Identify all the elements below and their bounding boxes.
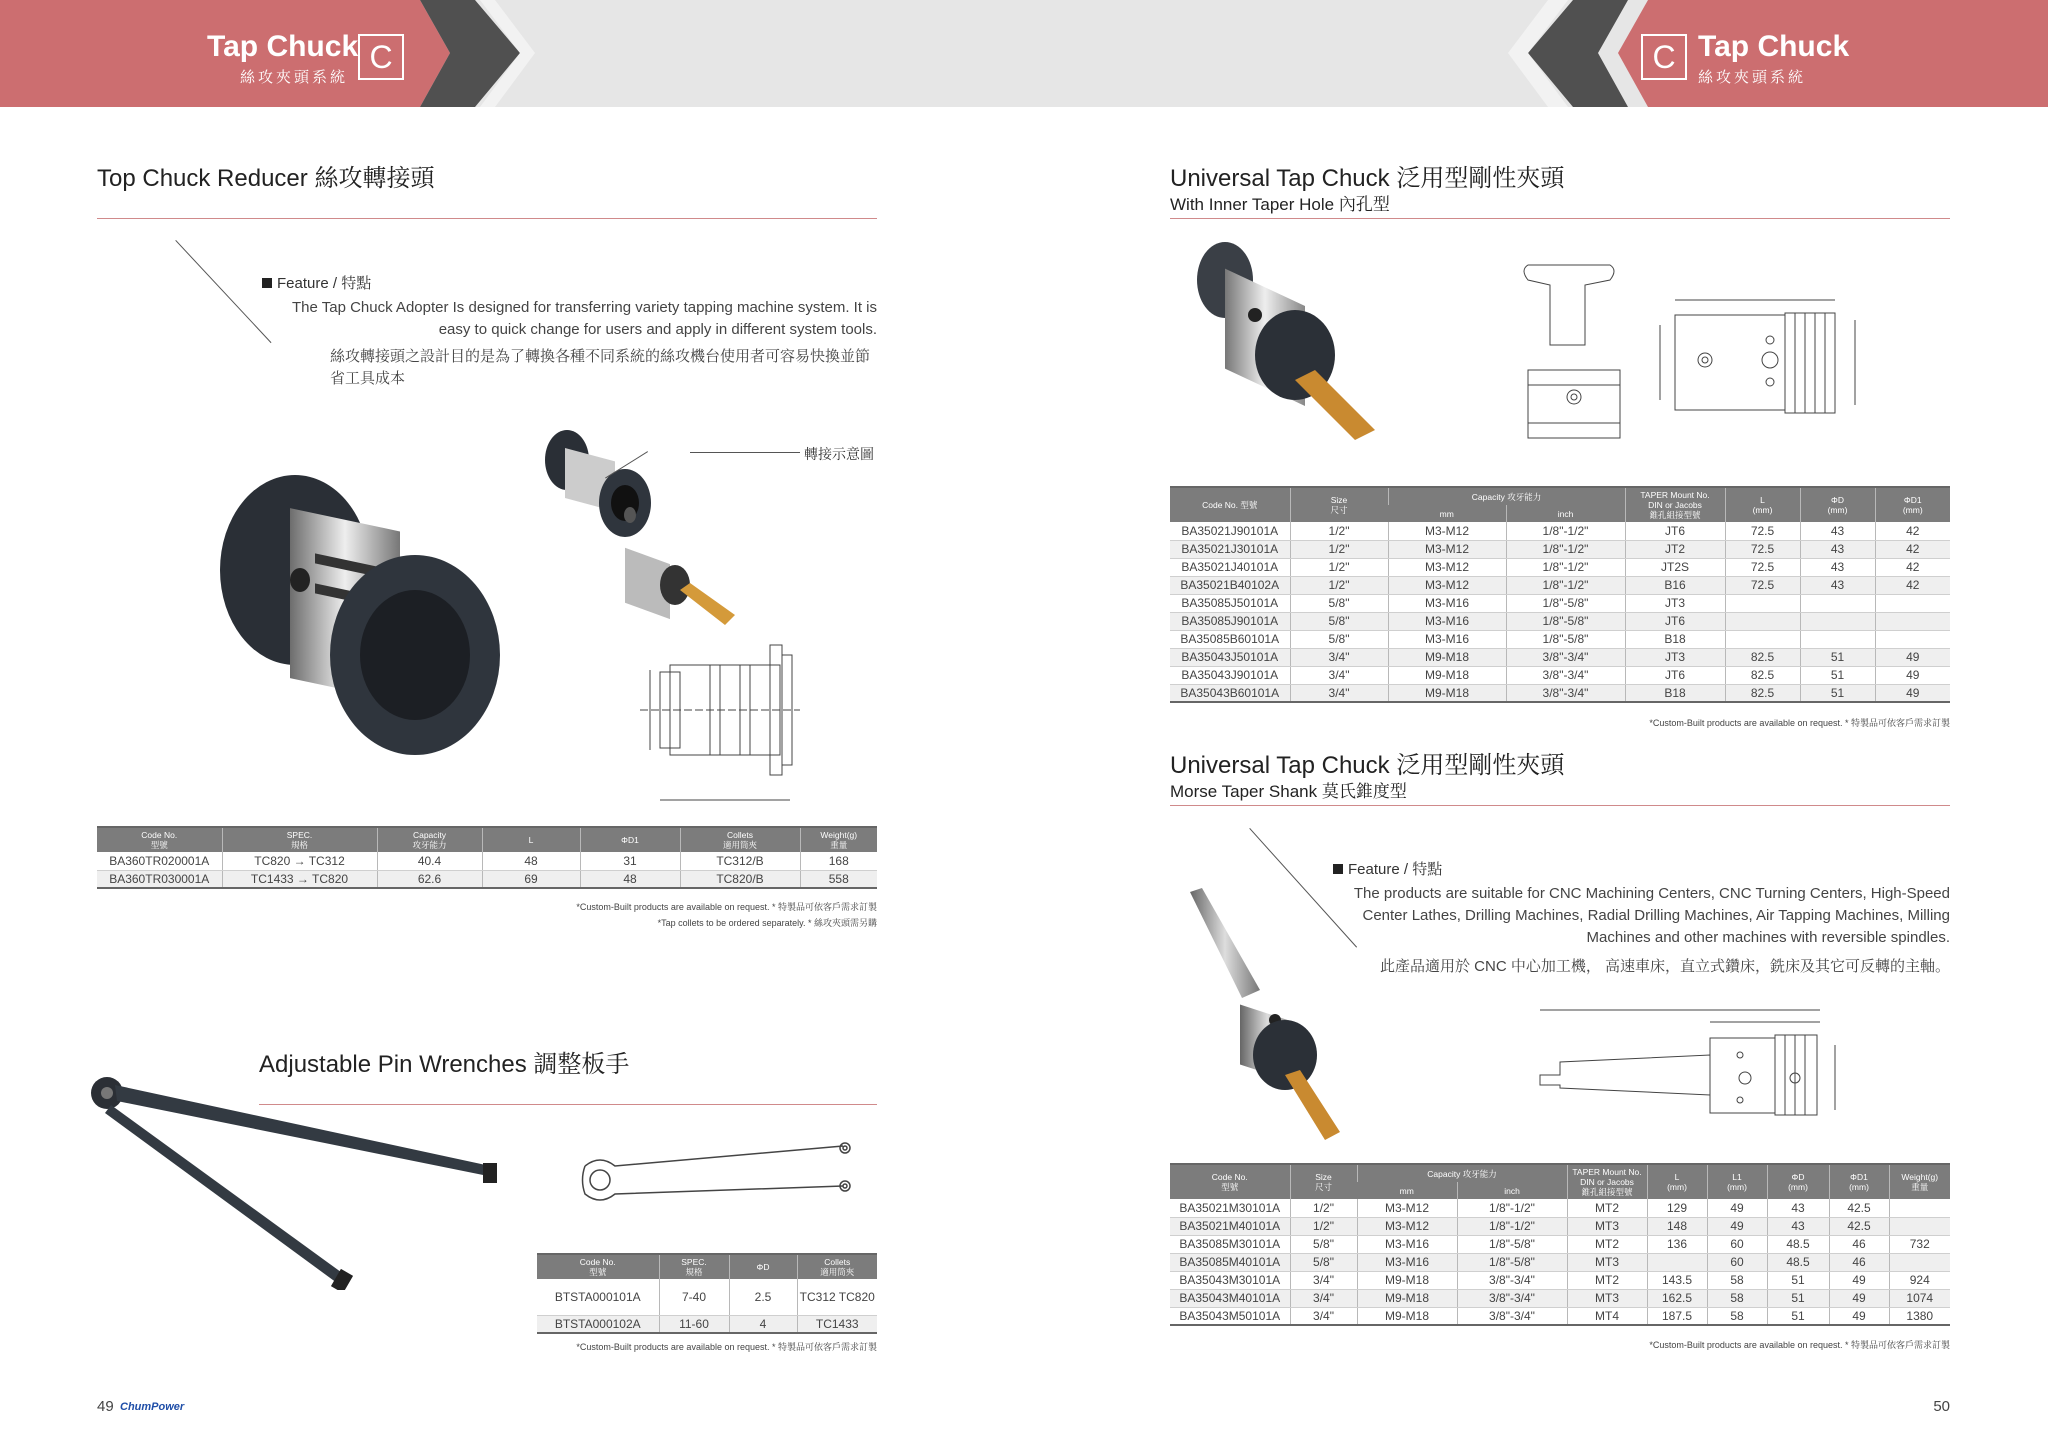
universal2-table xyxy=(1170,1163,1950,1326)
table-cell: BA35043M40101A xyxy=(1170,1289,1290,1307)
table-cell: 136 xyxy=(1647,1235,1707,1253)
universal2-subtitle: Morse Taper Shank 莫氏錐度型 xyxy=(1170,782,1407,801)
table-cell: 5/8" xyxy=(1290,1235,1357,1253)
table-cell: 1/8"-5/8" xyxy=(1506,630,1625,648)
reducer-table xyxy=(97,826,877,889)
table-cell: 7-40 xyxy=(659,1279,729,1315)
reducer-th-d1: ΦD1 xyxy=(580,827,680,852)
table-cell: 43 xyxy=(1767,1217,1829,1235)
table-cell: 1/2" xyxy=(1290,1217,1357,1235)
reducer-feature-zh: 絲攻轉接頭之設計目的是為了轉換各種不同系統的絲攻機台使用者可容易快換並節省工具成本 xyxy=(330,348,871,387)
u2-th-mm: mm xyxy=(1357,1182,1457,1199)
table-cell: JT6 xyxy=(1625,666,1725,684)
table-cell: 51 xyxy=(1767,1307,1829,1325)
table-row xyxy=(537,1279,877,1315)
table-cell: M3-M12 xyxy=(1388,522,1506,540)
table-cell: M3-M16 xyxy=(1388,630,1506,648)
table-cell xyxy=(1725,630,1800,648)
u2-th-d: ΦD (mm) xyxy=(1767,1164,1829,1199)
table-cell: BA360TR030001A xyxy=(97,870,222,888)
u2-th-capacity: Capacity 攻牙能力 xyxy=(1357,1164,1567,1182)
table-cell: 1/8"-1/2" xyxy=(1506,576,1625,594)
table-cell: BA35085M30101A xyxy=(1170,1235,1290,1253)
table-cell: BTSTA000102A xyxy=(537,1315,659,1333)
table-cell: BA35021J90101A xyxy=(1170,522,1290,540)
table-cell: 72.5 xyxy=(1725,522,1800,540)
table-cell: M3-M12 xyxy=(1388,540,1506,558)
table-row xyxy=(1170,1235,1950,1253)
table-cell: 51 xyxy=(1800,684,1875,702)
table-cell: 82.5 xyxy=(1725,648,1800,666)
table-cell: 62.6 xyxy=(377,870,482,888)
table-row xyxy=(1170,648,1950,666)
u2-th-d1: ΦD1 (mm) xyxy=(1829,1164,1889,1199)
table-cell: 3/8"-3/4" xyxy=(1457,1271,1567,1289)
table-cell: BA35021M30101A xyxy=(1170,1199,1290,1217)
reducer-title: Top Chuck Reducer 絲攻轉接頭 xyxy=(97,165,435,192)
table-row xyxy=(1170,576,1950,594)
wrench-note: *Custom-Built products are available on request. * 特製品可依客戶需求訂製 xyxy=(576,1342,877,1352)
u1-th-taper: TAPER Mount No. DIN or Jacobs 錐孔組接型號 xyxy=(1625,487,1725,522)
universal1-subtitle: With Inner Taper Hole 內孔型 xyxy=(1170,195,1390,214)
table-cell: 42.5 xyxy=(1829,1217,1889,1235)
table-cell: 168 xyxy=(800,852,877,870)
table-cell: MT2 xyxy=(1567,1199,1647,1217)
table-cell xyxy=(1647,1253,1707,1271)
table-cell: 732 xyxy=(1889,1235,1950,1253)
wrench-title: Adjustable Pin Wrenches 調整板手 xyxy=(259,1051,630,1078)
table-cell: 43 xyxy=(1800,522,1875,540)
u2-th-inch: inch xyxy=(1457,1182,1567,1199)
table-cell: 46 xyxy=(1829,1235,1889,1253)
table-cell: 42.5 xyxy=(1829,1199,1889,1217)
table-cell: BTSTA000101A xyxy=(537,1279,659,1315)
table-cell: 3/4" xyxy=(1290,666,1388,684)
brand-logo: ChumPower xyxy=(120,1401,185,1413)
table-cell: B16 xyxy=(1625,576,1725,594)
table-row xyxy=(1170,594,1950,612)
table-cell xyxy=(1725,594,1800,612)
taper-adapter-drawing xyxy=(1520,255,1640,445)
table-cell: 1/8"-1/2" xyxy=(1457,1217,1567,1235)
reducer-th-weight: Weight(g) 重量 xyxy=(800,827,877,852)
table-cell: M3-M16 xyxy=(1357,1235,1457,1253)
table-cell: TC820 → TC312 xyxy=(222,852,377,870)
table-row xyxy=(1170,1271,1950,1289)
table-cell: JT3 xyxy=(1625,594,1725,612)
reducer-feature-label: Feature / 特點 xyxy=(262,272,371,293)
universal2-note: *Custom-Built products are available on request. * 特製品可依客戶需求訂製 xyxy=(1649,1340,1950,1350)
table-cell: 43 xyxy=(1800,540,1875,558)
table-cell: M3-M12 xyxy=(1357,1199,1457,1217)
universal1-product-image xyxy=(1185,240,1415,450)
universal2-feature-zh: 此產品適用於 CNC 中心加工機， 高速車床，直立式鑽床，銑床及其它可反轉的主軸。 xyxy=(1379,958,1950,975)
table-cell xyxy=(1889,1217,1950,1235)
table-cell: 1074 xyxy=(1889,1289,1950,1307)
table-cell: 1/8"-5/8" xyxy=(1506,612,1625,630)
table-cell: 72.5 xyxy=(1725,576,1800,594)
table-cell: 143.5 xyxy=(1647,1271,1707,1289)
table-cell: BA35085J90101A xyxy=(1170,612,1290,630)
table-cell: MT4 xyxy=(1567,1307,1647,1325)
table-cell: 58 xyxy=(1707,1289,1767,1307)
table-cell: 49 xyxy=(1829,1307,1889,1325)
table-cell: M9-M18 xyxy=(1388,666,1506,684)
table-cell: JT6 xyxy=(1625,612,1725,630)
right-page-number: 50 xyxy=(1933,1398,1950,1415)
table-cell: 43 xyxy=(1767,1199,1829,1217)
table-cell: 42 xyxy=(1875,558,1950,576)
table-cell: M3-M16 xyxy=(1357,1253,1457,1271)
table-cell: 162.5 xyxy=(1647,1289,1707,1307)
header-right-title: Tap Chuck xyxy=(1698,30,1850,63)
table-cell: 2.5 xyxy=(729,1279,797,1315)
table-cell: M3-M12 xyxy=(1388,576,1506,594)
table-cell: 3/4" xyxy=(1290,684,1388,702)
table-row xyxy=(1170,1289,1950,1307)
table-cell: 11-60 xyxy=(659,1315,729,1333)
table-cell: 3/4" xyxy=(1290,1289,1357,1307)
table-cell: BA35043J90101A xyxy=(1170,666,1290,684)
table-cell xyxy=(1800,630,1875,648)
table-cell: 1/2" xyxy=(1290,540,1388,558)
u2-th-size: Size 尺寸 xyxy=(1290,1164,1357,1199)
universal1-title: Universal Tap Chuck 泛用型剛性夾頭 xyxy=(1170,165,1565,192)
table-cell: 1/8"-5/8" xyxy=(1457,1253,1567,1271)
table-row xyxy=(1170,1199,1950,1217)
table-cell: M9-M18 xyxy=(1357,1289,1457,1307)
wrench-product-image xyxy=(85,1075,505,1290)
header-left-title: Tap Chuck xyxy=(207,30,359,63)
table-cell: 60 xyxy=(1707,1253,1767,1271)
reducer-note-custom: *Custom-Built products are available on request. * 特製品可依客戶需求訂製 xyxy=(576,902,877,912)
universal2-technical-drawing xyxy=(1530,1000,1850,1120)
universal2-product-image xyxy=(1180,880,1410,1150)
table-cell: 4 xyxy=(729,1315,797,1333)
table-row xyxy=(97,870,877,888)
table-cell: 49 xyxy=(1829,1289,1889,1307)
table-cell: 1/8"-1/2" xyxy=(1506,558,1625,576)
table-cell: 3/4" xyxy=(1290,648,1388,666)
table-cell xyxy=(1875,612,1950,630)
table-cell: 51 xyxy=(1767,1271,1829,1289)
table-cell: 58 xyxy=(1707,1271,1767,1289)
table-cell: 3/8"-3/4" xyxy=(1457,1307,1567,1325)
reducer-diagram-caption: 轉接示意圖 xyxy=(804,446,874,462)
u1-th-capacity: Capacity 攻牙能力 xyxy=(1388,487,1625,505)
header-left-letter: C xyxy=(358,34,404,80)
table-cell: 1/8"-1/2" xyxy=(1506,540,1625,558)
table-cell: 1/8"-5/8" xyxy=(1506,594,1625,612)
table-cell: 3/8"-3/4" xyxy=(1457,1289,1567,1307)
table-cell: 82.5 xyxy=(1725,684,1800,702)
table-row xyxy=(1170,630,1950,648)
universal2-title: Universal Tap Chuck 泛用型剛性夾頭 xyxy=(1170,752,1565,779)
table-cell: JT2 xyxy=(1625,540,1725,558)
table-row xyxy=(1170,1307,1950,1325)
table-cell: M9-M18 xyxy=(1357,1271,1457,1289)
table-cell: BA35043M50101A xyxy=(1170,1307,1290,1325)
table-cell: BA360TR020001A xyxy=(97,852,222,870)
wrench-th-code: Code No. 型號 xyxy=(537,1254,659,1279)
table-cell: M3-M16 xyxy=(1388,594,1506,612)
table-cell: 129 xyxy=(1647,1199,1707,1217)
table-cell: 1/2" xyxy=(1290,558,1388,576)
table-cell: JT6 xyxy=(1625,522,1725,540)
wrench-technical-drawing xyxy=(575,1128,865,1218)
wrench-table xyxy=(537,1253,877,1334)
caption-leader-h xyxy=(690,452,800,453)
table-cell: 72.5 xyxy=(1725,540,1800,558)
table-cell: M3-M16 xyxy=(1388,612,1506,630)
table-cell: 48 xyxy=(580,870,680,888)
table-cell: BA35043B60101A xyxy=(1170,684,1290,702)
table-cell: 924 xyxy=(1889,1271,1950,1289)
table-cell: 3/8"-3/4" xyxy=(1506,648,1625,666)
table-cell: 1/2" xyxy=(1290,576,1388,594)
wrench-th-d: ΦD xyxy=(729,1254,797,1279)
wrench-th-collets: Collets 適用筒夾 xyxy=(797,1254,877,1279)
table-cell xyxy=(1725,612,1800,630)
table-cell: M3-M12 xyxy=(1388,558,1506,576)
u1-th-code: Code No. 型號 xyxy=(1170,487,1290,522)
table-cell: BA35043J50101A xyxy=(1170,648,1290,666)
table-row xyxy=(1170,558,1950,576)
table-cell: 3/4" xyxy=(1290,1271,1357,1289)
table-cell: 51 xyxy=(1800,666,1875,684)
top-banner xyxy=(0,0,2048,107)
table-cell: 5/8" xyxy=(1290,612,1388,630)
u1-th-mm: mm xyxy=(1388,505,1506,522)
table-cell: 42 xyxy=(1875,540,1950,558)
table-cell: 48.5 xyxy=(1767,1235,1829,1253)
table-row xyxy=(1170,540,1950,558)
table-cell: 148 xyxy=(1647,1217,1707,1235)
u1-th-l: L (mm) xyxy=(1725,487,1800,522)
table-row xyxy=(537,1315,877,1333)
reducer-technical-drawing xyxy=(620,640,820,815)
reducer-feature-divider xyxy=(175,240,271,343)
table-cell: MT3 xyxy=(1567,1289,1647,1307)
table-cell: 5/8" xyxy=(1290,630,1388,648)
table-cell: TC1433 → TC820 xyxy=(222,870,377,888)
u2-th-code: Code No. 型號 xyxy=(1170,1164,1290,1199)
universal1-note: *Custom-Built products are available on request. * 特製品可依客戶需求訂製 xyxy=(1649,718,1950,728)
table-cell: 82.5 xyxy=(1725,666,1800,684)
table-cell: 3/8"-3/4" xyxy=(1506,684,1625,702)
table-cell: BA35021M40101A xyxy=(1170,1217,1290,1235)
header-right-letter: C xyxy=(1641,34,1687,80)
table-cell: 49 xyxy=(1829,1271,1889,1289)
table-cell: 3/4" xyxy=(1290,1307,1357,1325)
table-cell: 48 xyxy=(482,852,580,870)
table-cell: MT3 xyxy=(1567,1253,1647,1271)
table-cell: 187.5 xyxy=(1647,1307,1707,1325)
table-row xyxy=(1170,684,1950,702)
u1-th-inch: inch xyxy=(1506,505,1625,522)
table-cell xyxy=(1875,630,1950,648)
reducer-rule xyxy=(97,218,877,219)
table-cell: M9-M18 xyxy=(1388,648,1506,666)
universal2-rule xyxy=(1170,805,1950,806)
table-cell: MT2 xyxy=(1567,1271,1647,1289)
table-cell: 3/8"-3/4" xyxy=(1506,666,1625,684)
u2-th-weight: Weight(g) 重量 xyxy=(1889,1164,1950,1199)
table-cell: 5/8" xyxy=(1290,1253,1357,1271)
table-row xyxy=(1170,612,1950,630)
table-cell: 48.5 xyxy=(1767,1253,1829,1271)
u2-th-taper: TAPER Mount No. DIN or Jacobs 錐孔組接型號 xyxy=(1567,1164,1647,1199)
table-cell: 49 xyxy=(1875,666,1950,684)
reducer-product-image xyxy=(205,430,505,760)
table-cell: BA35085J50101A xyxy=(1170,594,1290,612)
reducer-exploded-image xyxy=(535,415,745,635)
reducer-th-spec: SPEC. 規格 xyxy=(222,827,377,852)
u1-th-d1: ΦD1 (mm) xyxy=(1875,487,1950,522)
table-cell: BA35085B60101A xyxy=(1170,630,1290,648)
reducer-th-code: Code No. 型號 xyxy=(97,827,222,852)
table-cell: 51 xyxy=(1800,648,1875,666)
table-cell: MT3 xyxy=(1567,1217,1647,1235)
u1-th-size: Size 尺寸 xyxy=(1290,487,1388,522)
table-cell: 49 xyxy=(1875,648,1950,666)
table-cell: 69 xyxy=(482,870,580,888)
table-cell: 42 xyxy=(1875,576,1950,594)
table-cell: 46 xyxy=(1829,1253,1889,1271)
table-row xyxy=(1170,1253,1950,1271)
table-cell: BA35043M30101A xyxy=(1170,1271,1290,1289)
table-cell: BA35021B40102A xyxy=(1170,576,1290,594)
table-cell xyxy=(1800,612,1875,630)
table-cell: 60 xyxy=(1707,1235,1767,1253)
table-cell: 1/2" xyxy=(1290,1199,1357,1217)
table-cell xyxy=(1800,594,1875,612)
table-cell: 42 xyxy=(1875,522,1950,540)
reducer-th-collets: Collets 適用筒夾 xyxy=(680,827,800,852)
table-cell: M9-M18 xyxy=(1357,1307,1457,1325)
table-cell: MT2 xyxy=(1567,1235,1647,1253)
table-cell: TC820/B xyxy=(680,870,800,888)
table-cell: 51 xyxy=(1767,1289,1829,1307)
table-cell: 1/2" xyxy=(1290,522,1388,540)
left-page-number: 49 xyxy=(97,1398,114,1415)
table-row xyxy=(1170,666,1950,684)
table-cell: B18 xyxy=(1625,684,1725,702)
wrench-th-spec: SPEC. 規格 xyxy=(659,1254,729,1279)
table-cell: TC1433 xyxy=(797,1315,877,1333)
reducer-note-collets: *Tap collets to be ordered separately. * 絲攻夾頭需另購 xyxy=(657,918,877,928)
table-cell: 72.5 xyxy=(1725,558,1800,576)
universal1-technical-drawing xyxy=(1650,285,1860,425)
table-cell: M9-M18 xyxy=(1388,684,1506,702)
table-cell: 558 xyxy=(800,870,877,888)
universal2-feature-label: Feature / 特點 xyxy=(1333,858,1442,879)
table-cell: BA35085M40101A xyxy=(1170,1253,1290,1271)
reducer-th-l: L xyxy=(482,827,580,852)
table-cell: 49 xyxy=(1707,1217,1767,1235)
table-cell: BA35021J30101A xyxy=(1170,540,1290,558)
table-row xyxy=(1170,522,1950,540)
reducer-th-capacity: Capacity 攻牙能力 xyxy=(377,827,482,852)
table-cell: TC312 TC820 xyxy=(797,1279,877,1315)
table-cell xyxy=(1889,1253,1950,1271)
u1-th-d: ΦD (mm) xyxy=(1800,487,1875,522)
table-cell: B18 xyxy=(1625,630,1725,648)
table-row xyxy=(1170,1217,1950,1235)
table-cell: 1380 xyxy=(1889,1307,1950,1325)
table-cell: 5/8" xyxy=(1290,594,1388,612)
header-left-subtitle: 絲攻夾頭系統 xyxy=(240,69,349,86)
header-right-subtitle: 絲攻夾頭系統 xyxy=(1698,69,1807,86)
table-cell: 49 xyxy=(1707,1199,1767,1217)
table-cell: BA35021J40101A xyxy=(1170,558,1290,576)
table-cell: TC312/B xyxy=(680,852,800,870)
table-cell: 58 xyxy=(1707,1307,1767,1325)
universal2-feature-en: The products are suitable for CNC Machining Centers, CNC Turning Centers, High-Speed Center Lathes, Drilling Machines, Radial Drilling Machines, Air Tapping Machines, Milling Machines and other machines with reversible spindles. xyxy=(1353,885,1950,946)
table-cell: 40.4 xyxy=(377,852,482,870)
universal1-table xyxy=(1170,486,1950,703)
table-cell: 1/8"-1/2" xyxy=(1506,522,1625,540)
reducer-feature-en: The Tap Chuck Adopter Is designed for transferring variety tapping machine system. It is easy to quick change for users and apply in different system tools. xyxy=(291,299,877,338)
table-cell xyxy=(1889,1199,1950,1217)
u2-th-l1: L1 (mm) xyxy=(1707,1164,1767,1199)
table-cell: JT2S xyxy=(1625,558,1725,576)
table-cell: 49 xyxy=(1875,684,1950,702)
universal1-rule xyxy=(1170,218,1950,219)
table-cell: 43 xyxy=(1800,558,1875,576)
table-cell: 1/8"-5/8" xyxy=(1457,1235,1567,1253)
table-cell: 31 xyxy=(580,852,680,870)
table-cell xyxy=(1875,594,1950,612)
table-cell: JT3 xyxy=(1625,648,1725,666)
table-row xyxy=(97,852,877,870)
table-cell: M3-M12 xyxy=(1357,1217,1457,1235)
u2-th-l: L (mm) xyxy=(1647,1164,1707,1199)
table-cell: 1/8"-1/2" xyxy=(1457,1199,1567,1217)
table-cell: 43 xyxy=(1800,576,1875,594)
